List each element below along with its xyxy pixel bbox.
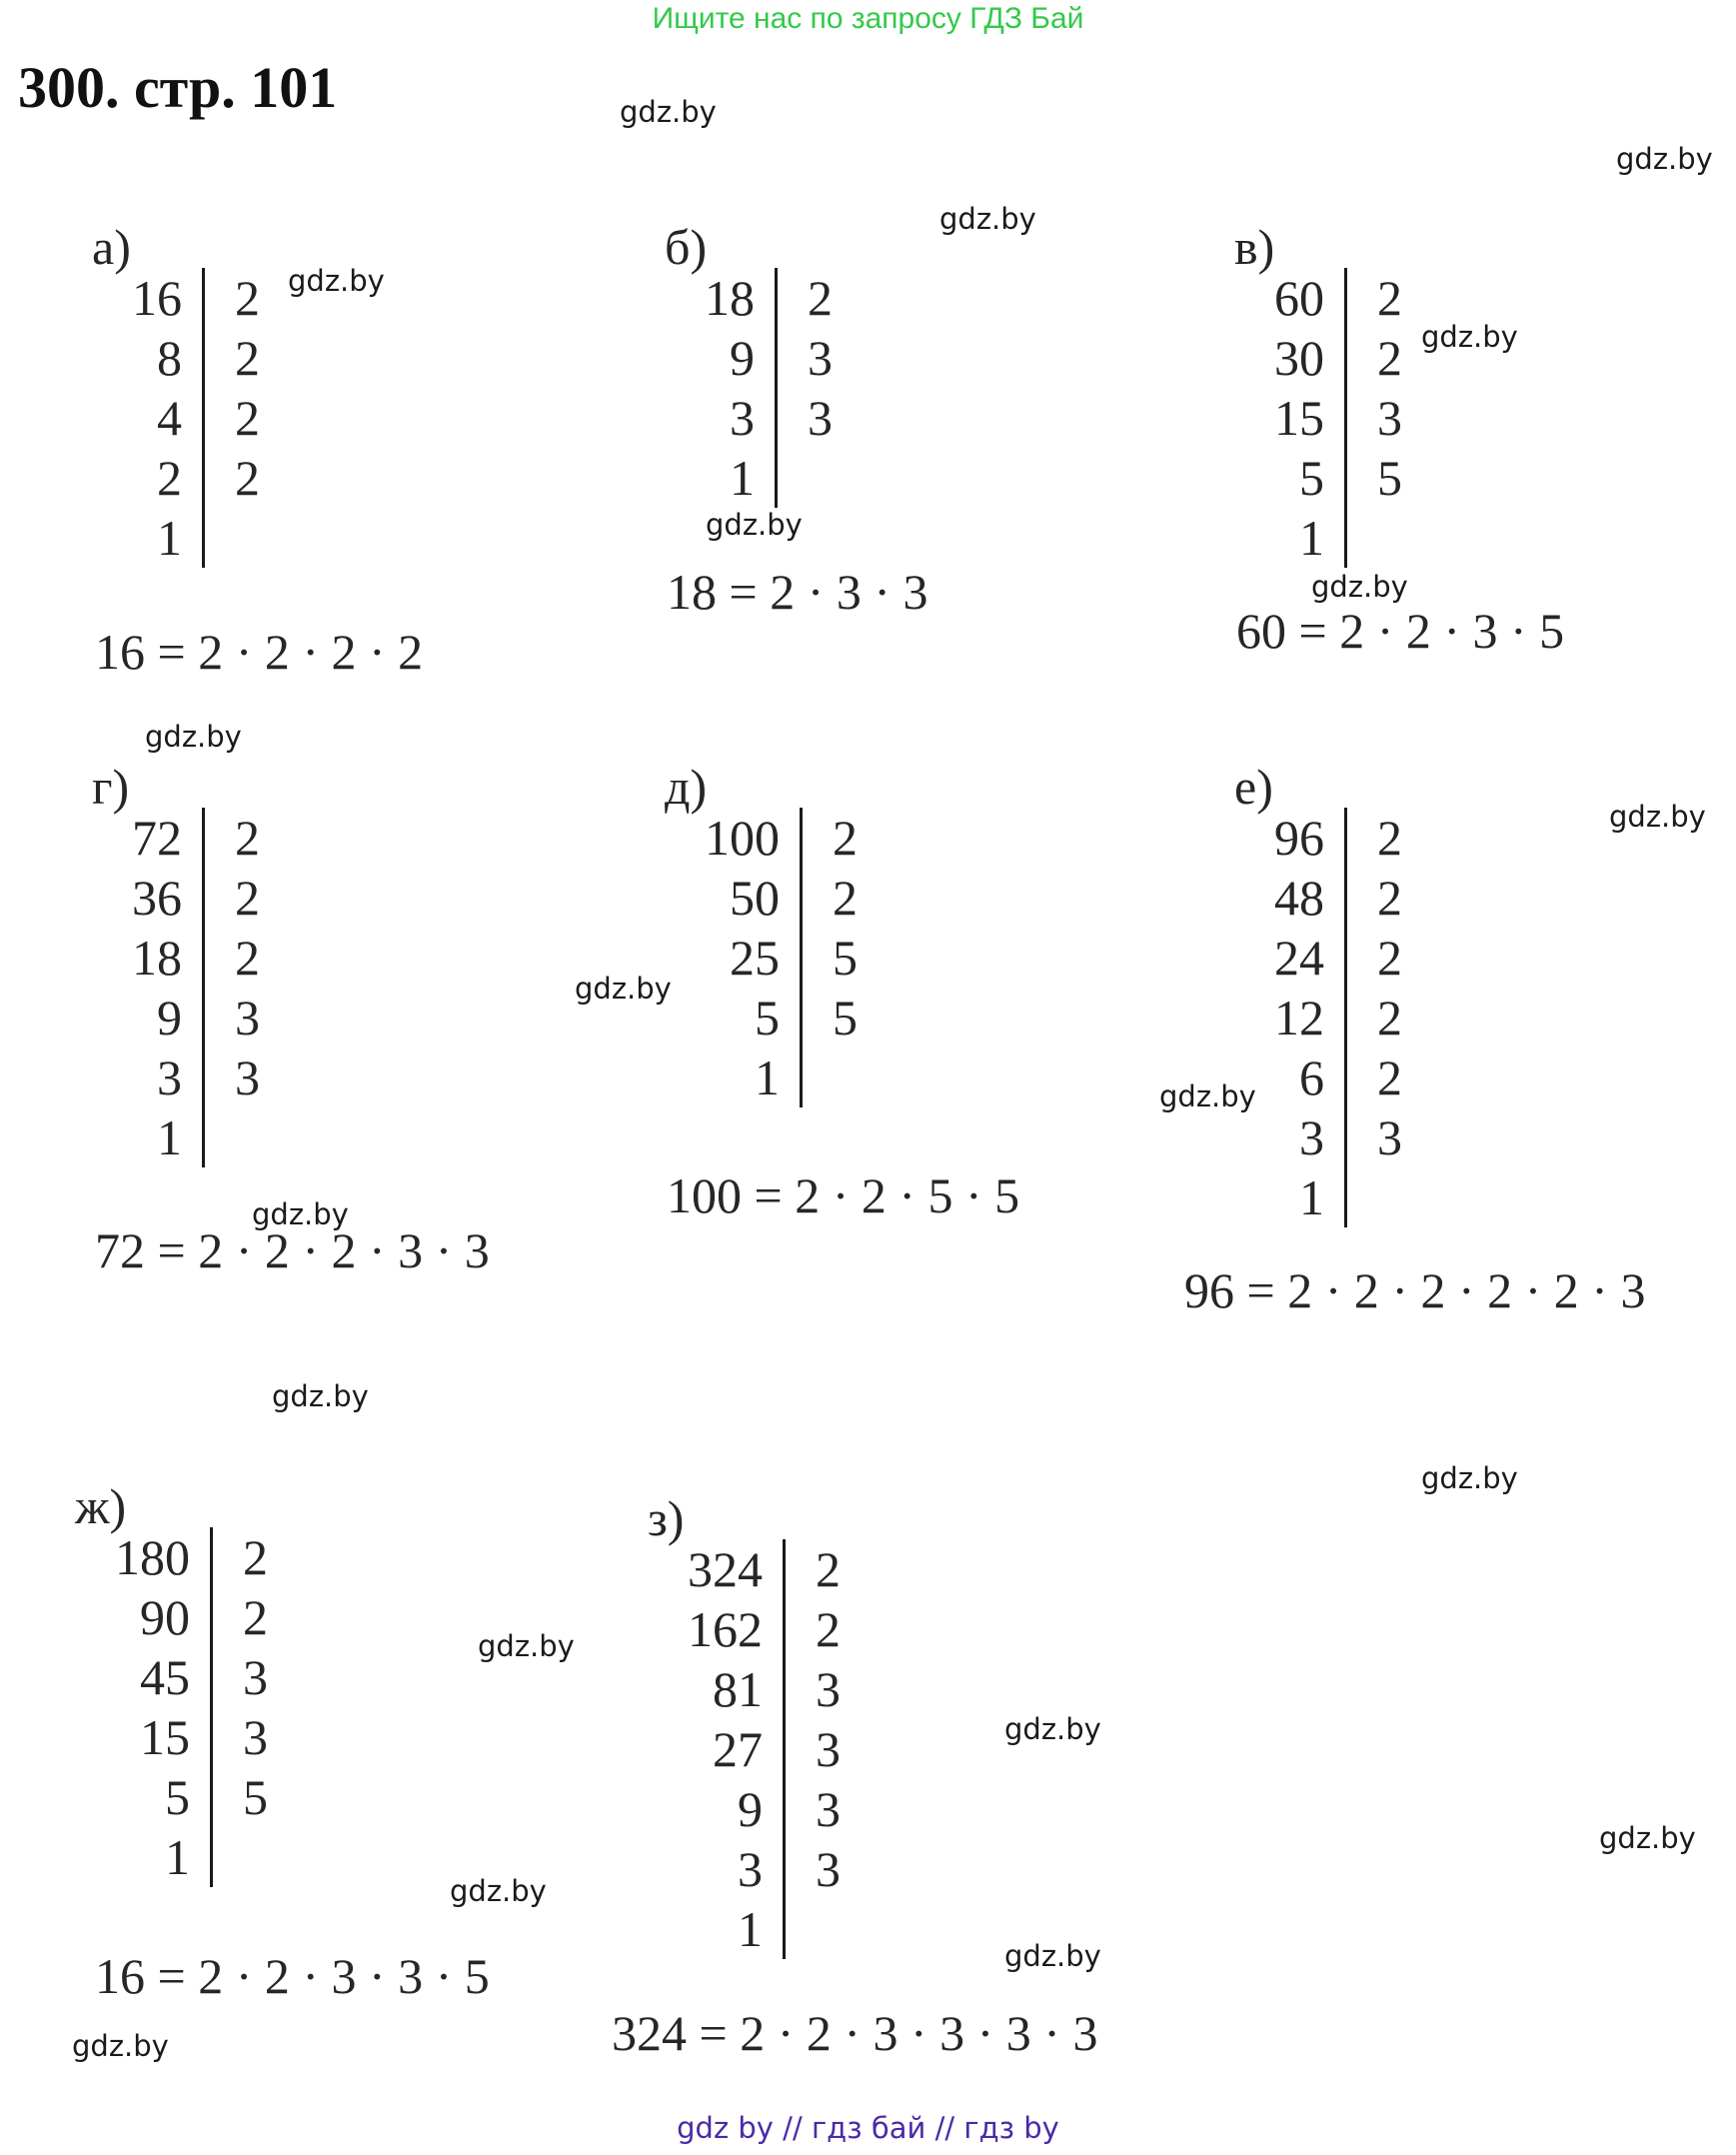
prime-factor: 3: [1377, 1109, 1402, 1165]
factorization-table: [132, 268, 260, 568]
dividend: 81: [688, 1659, 785, 1719]
factor-row: [705, 388, 833, 448]
factor-row: [132, 928, 260, 988]
factor-row: [1274, 328, 1402, 388]
dividend: 36: [132, 868, 204, 928]
watermark: gdz.by: [252, 1197, 349, 1231]
equation-v: 60 = 2 · 2 · 3 · 5: [1236, 603, 1565, 659]
factor-row: [688, 1719, 841, 1779]
watermark: gdz.by: [1311, 570, 1408, 604]
footer-links: gdz by // гдз бай // гдз by: [677, 2111, 1059, 2145]
equation-e: 96 = 2 · 2 · 2 · 2 · 2 · 3: [1184, 1262, 1646, 1318]
factor-row: [1274, 388, 1402, 448]
factorization-table: [1274, 268, 1402, 568]
dividend: 48: [1274, 868, 1346, 928]
problem-label: в): [1234, 219, 1275, 275]
prime-factor: [785, 1899, 842, 1959]
equation-g: 72 = 2 · 2 · 2 · 3 · 3: [95, 1222, 490, 1278]
equation-b: 18 = 2 · 3 · 3: [667, 564, 928, 620]
watermark: gdz.by: [1159, 1079, 1256, 1113]
factor-row: [132, 388, 260, 448]
factor-row: [705, 928, 858, 988]
factorization-table: [688, 1539, 841, 1959]
top-banner: Ищите нас по запросу ГДЗ Бай: [652, 2, 1084, 35]
dividend: 72: [132, 808, 204, 868]
problem-label: г): [92, 759, 130, 815]
factor-row: [688, 1539, 841, 1599]
dividend: 50: [705, 868, 802, 928]
prime-factor: [802, 1048, 859, 1107]
prime-factor: 2: [1377, 810, 1402, 866]
factor-row: [688, 1659, 841, 1719]
watermark: gdz.by: [1609, 800, 1706, 834]
dividend: 12: [1274, 988, 1346, 1048]
factor-row: [115, 1707, 268, 1767]
factor-row: [132, 988, 260, 1048]
problem-label: д): [665, 759, 708, 815]
watermark: gdz.by: [478, 1629, 575, 1663]
factor-row: [132, 1048, 260, 1107]
problem-label: б): [665, 219, 708, 275]
prime-factor: 2: [816, 1541, 841, 1597]
factor-row: [688, 1899, 841, 1959]
prime-factor: 2: [235, 330, 260, 386]
watermark: gdz.by: [72, 2029, 169, 2063]
factor-row: [1274, 268, 1402, 328]
prime-factor: 3: [243, 1649, 268, 1705]
prime-factor: [204, 1107, 261, 1167]
prime-factor: [1346, 1167, 1403, 1227]
dividend: 1: [132, 508, 204, 568]
factor-row: [1274, 988, 1402, 1048]
factor-row: [705, 868, 858, 928]
dividend: 1: [705, 448, 777, 508]
dividend: 1: [1274, 508, 1346, 568]
dividend: 8: [132, 328, 204, 388]
factor-row: [132, 508, 260, 568]
factor-row: [1274, 448, 1402, 508]
watermark: gdz.by: [575, 972, 672, 1006]
prime-factor: 2: [235, 450, 260, 506]
factorization-table: [705, 268, 833, 508]
factor-row: [132, 328, 260, 388]
prime-factor: 2: [235, 390, 260, 446]
equation-zh: 16 = 2 · 2 · 3 · 3 · 5: [95, 1948, 490, 2004]
factor-row: [132, 268, 260, 328]
dividend: 30: [1274, 328, 1346, 388]
factor-row: [688, 1779, 841, 1839]
prime-factor: [777, 448, 834, 508]
dividend: 15: [115, 1707, 212, 1767]
factorization-table: [1274, 808, 1402, 1227]
watermark: gdz.by: [450, 1874, 547, 1908]
watermark: gdz.by: [1421, 1461, 1518, 1495]
dividend: 5: [705, 988, 802, 1048]
prime-factor: 2: [1377, 990, 1402, 1046]
prime-factor: 5: [1377, 450, 1402, 506]
watermark: gdz.by: [620, 95, 717, 129]
dividend: 1: [688, 1899, 785, 1959]
equation-d: 100 = 2 · 2 · 5 · 5: [667, 1167, 1020, 1223]
prime-factor: 2: [235, 810, 260, 866]
watermark: gdz.by: [1599, 1821, 1696, 1855]
prime-factor: 2: [816, 1601, 841, 1657]
equation-a: 16 = 2 · 2 · 2 · 2: [95, 624, 424, 680]
dividend: 5: [115, 1767, 212, 1827]
factor-row: [705, 988, 858, 1048]
dividend: 96: [1274, 808, 1346, 868]
factor-row: [705, 1048, 858, 1107]
dividend: 1: [132, 1107, 204, 1167]
prime-factor: 2: [833, 870, 858, 926]
factor-row: [688, 1599, 841, 1659]
dividend: 9: [688, 1779, 785, 1839]
factor-row: [132, 1107, 260, 1167]
prime-factor: 2: [833, 810, 858, 866]
prime-factor: 3: [816, 1721, 841, 1777]
factorization-table: [132, 808, 260, 1167]
prime-factor: 2: [243, 1589, 268, 1645]
dividend: 16: [132, 268, 204, 328]
factor-row: [705, 328, 833, 388]
factor-row: [1274, 808, 1402, 868]
dividend: 3: [132, 1048, 204, 1107]
prime-factor: 2: [1377, 930, 1402, 986]
prime-factor: 2: [1377, 1050, 1402, 1105]
watermark: gdz.by: [288, 264, 385, 298]
dividend: 1: [1274, 1167, 1346, 1227]
dividend: 3: [1274, 1107, 1346, 1167]
prime-factor: 5: [833, 990, 858, 1046]
factor-row: [115, 1647, 268, 1707]
factorization-table: [705, 808, 858, 1107]
dividend: 5: [1274, 448, 1346, 508]
dividend: 1: [705, 1048, 802, 1107]
factor-row: [1274, 1107, 1402, 1167]
watermark: gdz.by: [706, 508, 803, 542]
prime-factor: 3: [808, 330, 833, 386]
factor-row: [705, 808, 858, 868]
dividend: 3: [705, 388, 777, 448]
watermark: gdz.by: [1421, 320, 1518, 354]
prime-factor: 3: [816, 1661, 841, 1717]
factor-row: [705, 268, 833, 328]
page-title: 300. стр. 101: [18, 55, 338, 120]
watermark: gdz.by: [1004, 1712, 1101, 1746]
dividend: 9: [132, 988, 204, 1048]
dividend: 18: [132, 928, 204, 988]
problem-label: а): [92, 219, 131, 275]
watermark: gdz.by: [145, 720, 242, 754]
prime-factor: [204, 508, 261, 568]
problem-label: з): [648, 1490, 685, 1546]
prime-factor: 3: [235, 990, 260, 1046]
prime-factor: 2: [243, 1529, 268, 1585]
dividend: 4: [132, 388, 204, 448]
dividend: 18: [705, 268, 777, 328]
factorization-table: [115, 1527, 268, 1887]
dividend: 60: [1274, 268, 1346, 328]
prime-factor: 2: [235, 930, 260, 986]
dividend: 3: [688, 1839, 785, 1899]
prime-factor: 5: [243, 1769, 268, 1825]
problem-label: ж): [75, 1478, 127, 1534]
dividend: 24: [1274, 928, 1346, 988]
watermark: gdz.by: [1004, 1939, 1101, 1973]
factor-row: [705, 448, 833, 508]
factor-row: [1274, 1167, 1402, 1227]
dividend: 2: [132, 448, 204, 508]
factor-row: [132, 448, 260, 508]
dividend: 180: [115, 1527, 212, 1587]
factor-row: [688, 1839, 841, 1899]
prime-factor: 3: [816, 1841, 841, 1897]
factor-row: [132, 808, 260, 868]
dividend: 9: [705, 328, 777, 388]
dividend: 6: [1274, 1048, 1346, 1107]
prime-factor: 3: [243, 1709, 268, 1765]
factor-row: [1274, 1048, 1402, 1107]
factor-row: [115, 1827, 268, 1887]
prime-factor: 3: [235, 1050, 260, 1105]
dividend: 25: [705, 928, 802, 988]
watermark: gdz.by: [1616, 142, 1713, 176]
prime-factor: [1346, 508, 1403, 568]
watermark: gdz.by: [939, 202, 1036, 236]
factor-row: [115, 1587, 268, 1647]
prime-factor: 2: [235, 270, 260, 326]
prime-factor: 3: [1377, 390, 1402, 446]
factor-row: [1274, 868, 1402, 928]
prime-factor: 3: [816, 1781, 841, 1837]
dividend: 100: [705, 808, 802, 868]
factor-row: [1274, 508, 1402, 568]
factor-row: [1274, 928, 1402, 988]
dividend: 1: [115, 1827, 212, 1887]
factor-row: [132, 868, 260, 928]
prime-factor: 2: [235, 870, 260, 926]
problem-label: е): [1234, 759, 1273, 815]
dividend: 162: [688, 1599, 785, 1659]
prime-factor: 2: [1377, 330, 1402, 386]
watermark: gdz.by: [272, 1379, 369, 1413]
dividend: 15: [1274, 388, 1346, 448]
equation-z: 324 = 2 · 2 · 3 · 3 · 3 · 3: [612, 2005, 1098, 2061]
factor-row: [115, 1527, 268, 1587]
prime-factor: 2: [1377, 270, 1402, 326]
factor-row: [115, 1767, 268, 1827]
dividend: 45: [115, 1647, 212, 1707]
prime-factor: [212, 1827, 269, 1887]
dividend: 27: [688, 1719, 785, 1779]
prime-factor: 2: [808, 270, 833, 326]
dividend: 90: [115, 1587, 212, 1647]
prime-factor: 2: [1377, 870, 1402, 926]
prime-factor: 3: [808, 390, 833, 446]
prime-factor: 5: [833, 930, 858, 986]
dividend: 324: [688, 1539, 785, 1599]
